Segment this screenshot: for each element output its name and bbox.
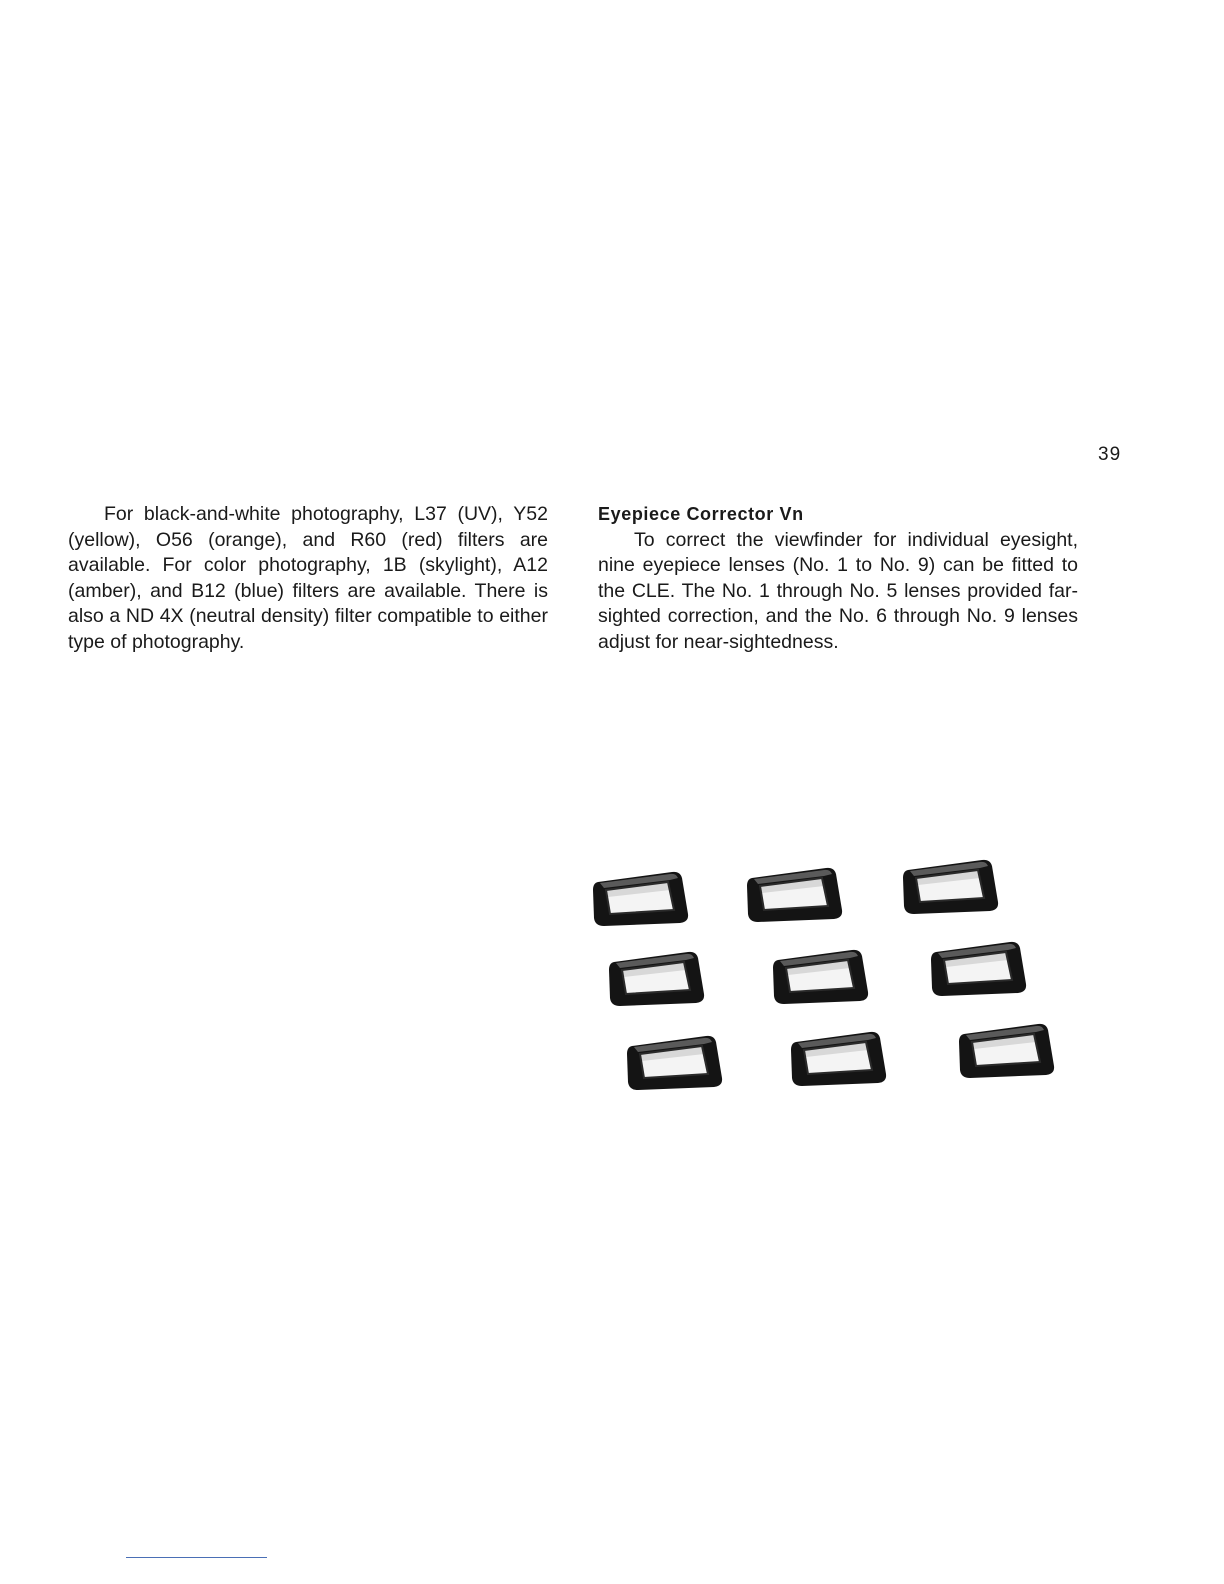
eyepiece-lens-icon (627, 1036, 722, 1090)
filters-text-column (68, 502, 548, 656)
eyepiece-lens-icon (959, 1024, 1054, 1078)
eyepiece-lens-icon (903, 860, 998, 914)
eyepiece-lens-icon (747, 868, 842, 922)
section-heading: Eyepiece Corrector Vn (598, 504, 804, 524)
eyepiece-lens-icon (773, 950, 868, 1004)
eyepiece-lenses-figure (584, 846, 1074, 1116)
footer-rule (126, 1557, 267, 1558)
eyepiece-lens-icon (593, 872, 688, 926)
eyepiece-text-column (598, 502, 1078, 656)
filters-paragraph: For black-and-white photography, L37 (UV), Y52 (yellow), O56 (orange), and R60 (red) filters are available. For color photography, 1B (skylight), A12 (amber), and B12 (blue) filters are available. There is also a ND 4X (neutral density) filter compatible to either type of photography. (68, 503, 548, 653)
eyepiece-paragraph: To correct the viewfinder for individual eyesight, nine eyepiece lenses (No. 1 to No. 9) can be fitted to the CLE. The No. 1 through No. 5 lenses provided far-sighted correction, and the No. 6 through No. 9 lenses adjust for near-sightedness. (598, 528, 1078, 653)
eyepiece-lens-icon (791, 1032, 886, 1086)
page-number: 39 (1098, 444, 1122, 465)
eyepiece-lens-icon (931, 942, 1026, 996)
eyepiece-lens-icon (609, 952, 704, 1006)
